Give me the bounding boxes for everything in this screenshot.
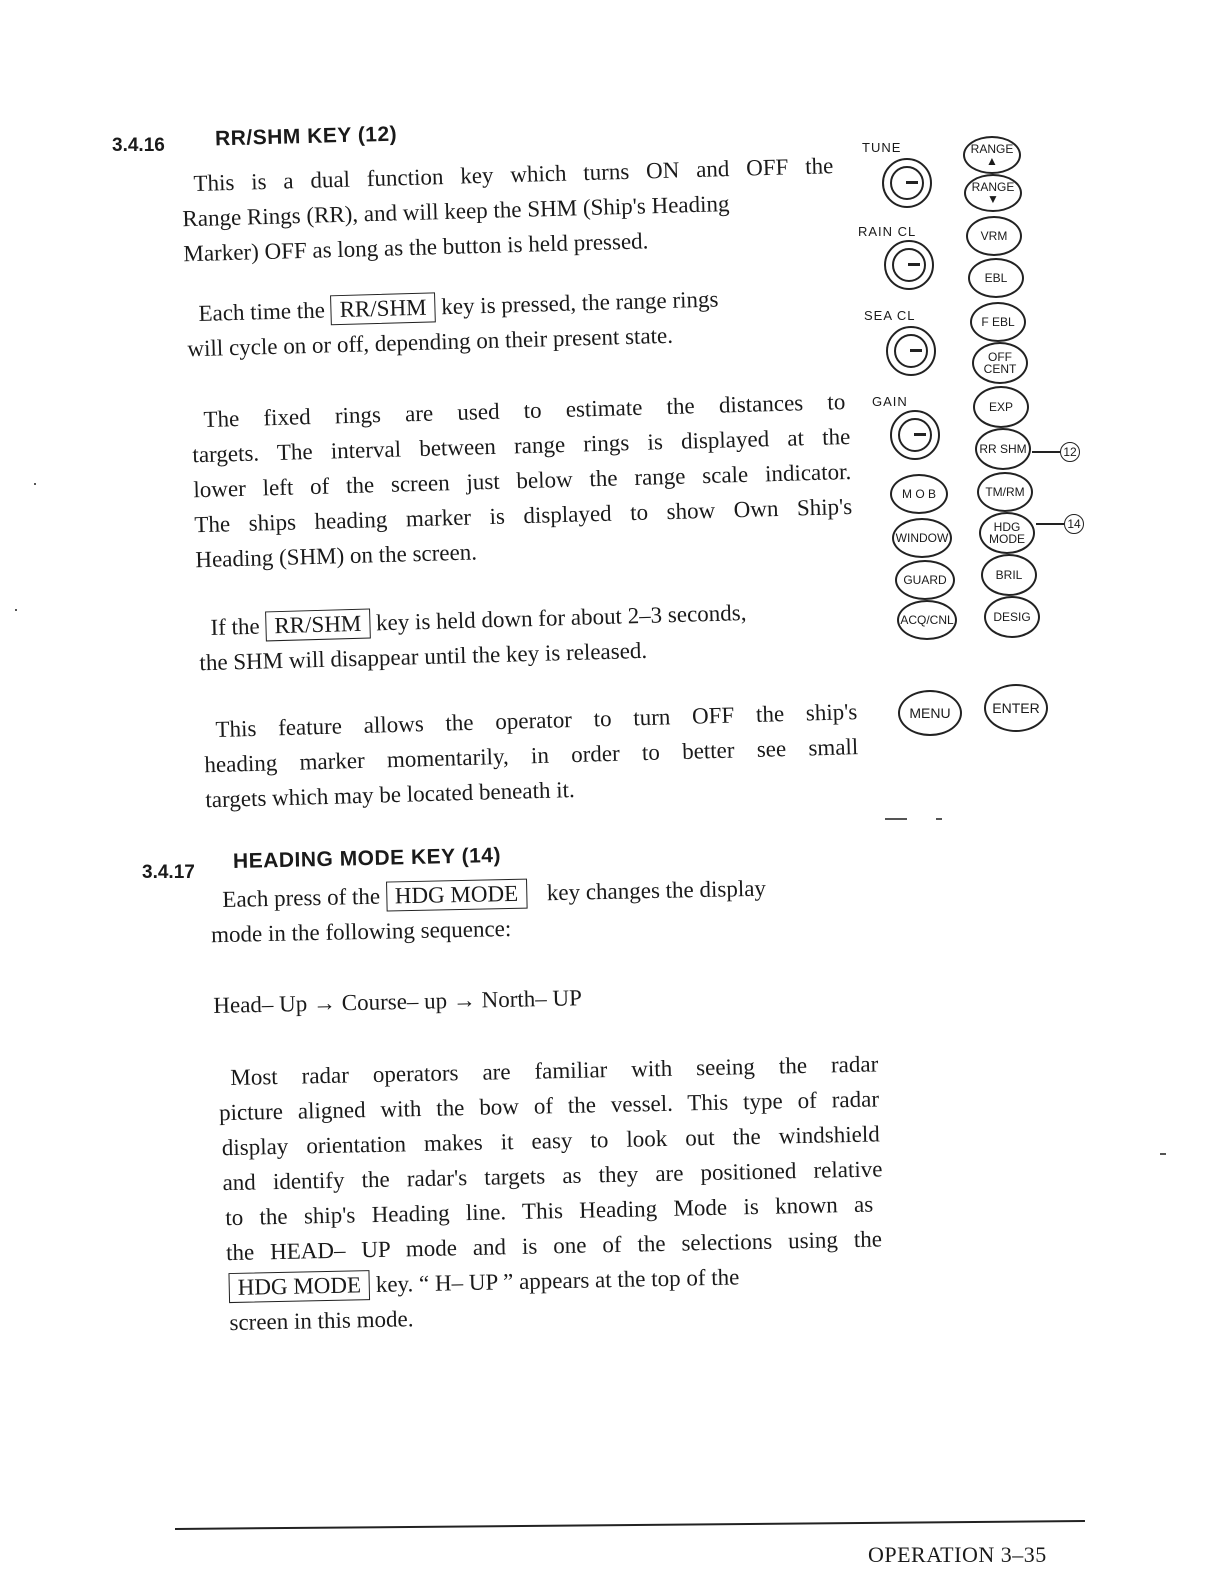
text-line: will cycle on or off, depending on their present state. [187,322,674,362]
text-line: to the ship's Heading line. This Heading Mode is known as [225,1191,874,1231]
sea-cl-knob-icon [886,326,936,376]
knob-label-gain: GAIN [872,394,908,409]
paragraph [218,1046,884,1340]
scan-speck [34,483,36,485]
section-title: RR/SHM KEY (12) [214,122,398,151]
text-line: Head– Up → Course– up → North– UP [213,985,583,1018]
inline-text: Each time the [198,297,326,326]
scan-speck [1160,1153,1166,1155]
text-line: lower left of the screen just below the range scale indicator. [193,458,852,503]
text-line: heading marker momentarily, in order to better see small [204,734,859,778]
inline-text: key. “ H– UP ” appears at the top of the [375,1264,740,1297]
exp-button-icon: EXP [973,386,1029,428]
text-line: This is a dual function key which turns ON and OFF the [193,153,834,196]
callout-leader-line [1036,523,1064,525]
hdg-mode-button-icon: HDG MODE [979,512,1035,554]
text-line: Range Rings (RR), and will keep the SHM (Ship's Heading [182,191,730,232]
rain-cl-knob-icon [884,240,934,290]
text-line: Heading (SHM) on the screen. [195,539,478,573]
key-label-box: HDG MODE [386,879,528,912]
desig-button-icon: DESIG [984,596,1040,638]
vrm-button-icon: VRM [966,216,1022,256]
text-line: targets. The interval between range rings is displayed at the [192,423,851,468]
page-footer: OPERATION 3–35 [868,1542,1047,1567]
ebl-button-icon: EBL [968,258,1024,298]
text-line: display orientation makes it easy to look out the windshield [221,1121,880,1161]
f-ebl-button-icon: F EBL [970,302,1026,342]
text-line: targets which may be located beneath it. [205,776,576,813]
range-down-button-icon: RANGE ▼ [964,174,1022,212]
inline-text: Each press of the [222,883,381,912]
paragraph [204,694,860,817]
inline-text: If the [210,613,260,640]
paragraph [192,384,853,577]
text-line: screen in this mode. [229,1306,414,1336]
text-line: picture aligned with the bow of the vessel. This type of radar [218,1086,880,1126]
mode-sequence [213,975,814,1023]
paragraph [182,148,836,271]
footer-rule [175,1520,1085,1529]
knob-label-rain-cl: RAIN CL [858,224,917,239]
callout-number-14: 14 [1064,514,1084,534]
text-line: and identify the radar's targets as they are positioned relative [222,1156,883,1196]
range-up-button-icon: RANGE ▲ [963,136,1021,174]
knob-label-sea-cl: SEA CL [864,308,916,323]
menu-button-icon: MENU [898,690,962,736]
section-number: 3.4.17 [142,862,195,883]
rr-shm-button-icon: RR SHM [975,428,1031,470]
scan-speck [885,818,907,820]
section-number: 3.4.16 [112,135,165,156]
text-line: This feature allows the operator to turn OFF the ship's [215,699,858,742]
text-line: Most radar operators are familiar with seeing the radar [230,1051,879,1090]
window-button-icon: WINDOW [892,518,952,558]
callout-number-12: 12 [1060,442,1080,462]
paragraph [199,592,862,680]
off-cent-button-icon: OFF CENT [972,342,1028,384]
text-line: the HEAD– UP mode and is one of the selections using the [225,1226,883,1266]
section-title: HEADING MODE KEY (14) [232,843,502,874]
tune-knob-icon [882,158,932,208]
key-label-box: RR/SHM [265,609,371,642]
control-panel-diagram [850,128,1110,828]
text-line: the SHM will disappear until the key is released. [199,637,648,676]
guard-button-icon: GUARD [895,560,955,600]
enter-button-icon: ENTER [984,684,1048,732]
text-line: Marker) OFF as long as the button is held pressed. [183,228,649,267]
text-line: The fixed rings are used to estimate the distances to [203,389,846,432]
paragraph [187,278,840,366]
inline-text: key changes the display [546,875,767,906]
knob-label-tune: TUNE [862,140,902,155]
scan-speck [15,609,17,611]
tm-rm-button-icon: TM/RM [977,472,1033,512]
scan-speck [936,818,942,820]
key-label-box: HDG MODE [228,1270,370,1303]
key-label-box: RR/SHM [330,292,436,325]
gain-knob-icon [890,410,940,460]
bril-button-icon: BRIL [981,554,1037,596]
text-line: mode in the following sequence: [210,915,512,948]
text-line: The ships heading marker is displayed to show Own Ship's [194,493,853,538]
inline-text: key is pressed, the range rings [440,286,719,320]
paragraph [210,868,873,952]
callout-leader-line [1032,451,1060,453]
acq-cnl-button-icon: ACQ/CNL [897,600,957,640]
mob-button-icon: M O B [890,474,948,514]
inline-text: key is held down for about 2–3 seconds, [375,600,747,636]
